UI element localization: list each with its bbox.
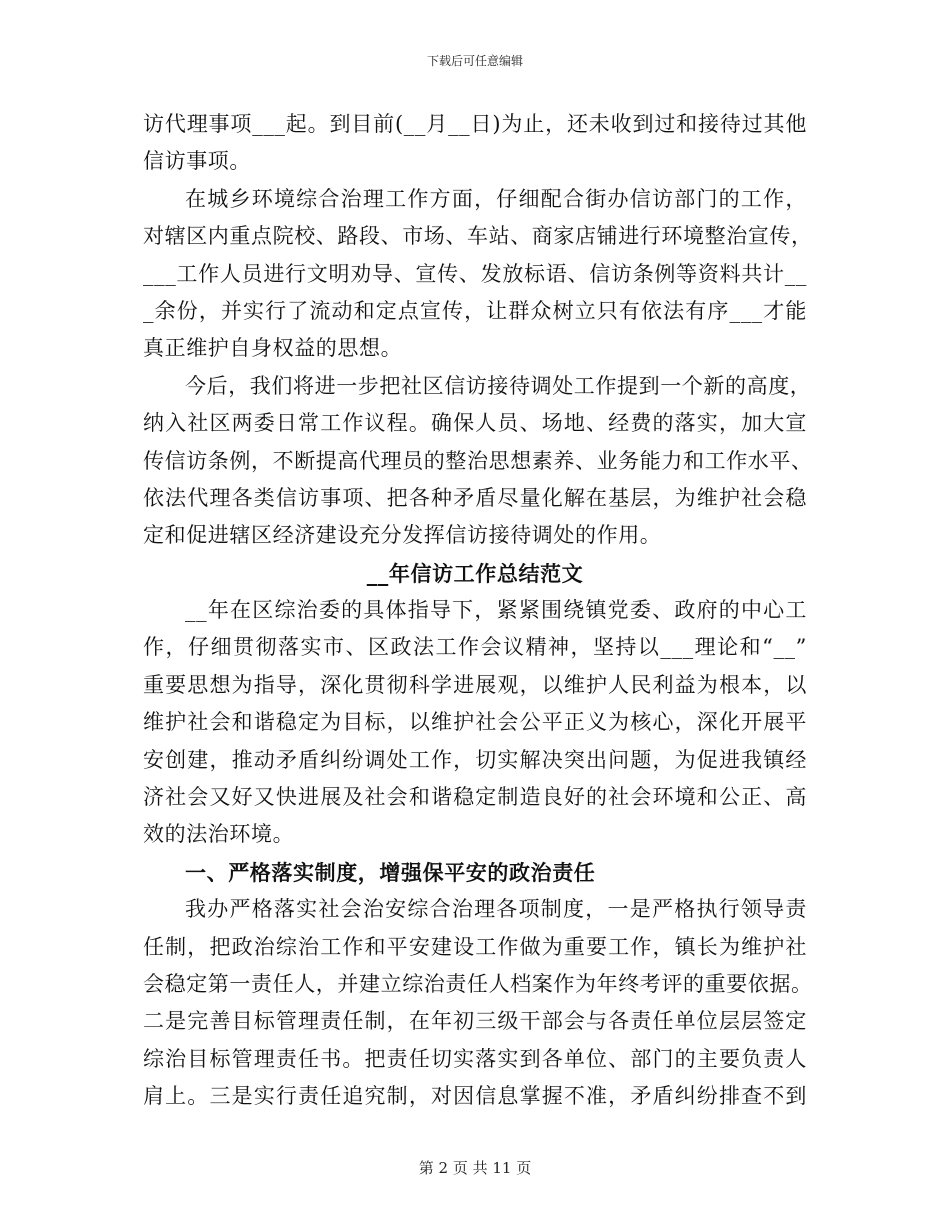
body-line: 重要思想为指导，深化贯彻科学进展观，以维护人民利益为根本，以 bbox=[143, 672, 807, 697]
body-line: 定和促进辖区经济建设充分发挥信访接待调处的作用。 bbox=[143, 523, 662, 548]
body-line: _余份，并实行了流动和定点宣传，让群众树立只有依法有序___才能 bbox=[143, 298, 807, 323]
page-header-note: 下载后可任意编辑 bbox=[426, 54, 523, 68]
body-line: 会稳定第一责任人，并建立综治责任人档案作为年终考评的重要依据。 bbox=[143, 971, 813, 996]
page-footer-number: 第 2 页 共 11 页 bbox=[418, 1159, 532, 1177]
body-line: 依法代理各类信访事项、把各种矛盾尽量化解在基层，为维护社会稳 bbox=[143, 485, 807, 510]
body-line: 今后，我们将进一步把社区信访接待调处工作提到一个新的高度， bbox=[185, 373, 812, 398]
body-line: 肩上。三是实行责任追究制，对因信息掌握不准，矛盾纠纷排查不到 bbox=[143, 1084, 807, 1109]
body-line: 真正维护自身权益的思想。 bbox=[143, 336, 403, 361]
subsection-heading: 一、严格落实制度，增强保平安的政治责任 bbox=[185, 859, 596, 885]
body-line: 我办严格落实社会治安综合治理各项制度，一是严格执行领导责 bbox=[185, 897, 807, 922]
body-line: 传信访条例，不断提高代理员的整治思想素养、业务能力和工作水平、 bbox=[143, 448, 813, 473]
document-body bbox=[143, 106, 813, 1116]
body-line: 济社会又好又快进展及社会和谐稳定制造良好的社会环境和公正、高 bbox=[143, 785, 807, 810]
body-line: 访代理事项___起。到目前(__月__日)为止，还未收到过和接待过其他 bbox=[143, 112, 807, 136]
body-line: 维护社会和谐稳定为目标，以维护社会公平正义为核心，深化开展平 bbox=[143, 710, 807, 735]
body-line: 作，仔细贯彻落实市、区政法工作会议精神，坚持以___理论和“__” bbox=[143, 635, 807, 660]
body-line: 综治目标管理责任书。把责任切实落实到各单位、部门的主要负责人 bbox=[143, 1046, 807, 1071]
body-line: 二是完善目标管理责任制，在年初三级干部会与各责任单位层层签定 bbox=[143, 1009, 807, 1034]
body-line: ___工作人员进行文明劝导、宣传、发放标语、信访条例等资料共计__ bbox=[143, 261, 807, 286]
body-line: __年在区综治委的具体指导下，紧紧围绕镇党委、政府的中心工 bbox=[185, 598, 807, 623]
section-title: __年信访工作总结范文 bbox=[366, 560, 584, 586]
body-line: 纳入社区两委日常工作议程。确保人员、场地、经费的落实，加大宣 bbox=[143, 411, 807, 436]
body-line: 对辖区内重点院校、路段、市场、车站、商家店铺进行环境整治宣传， bbox=[143, 224, 813, 249]
body-line: 任制，把政治综治工作和平安建设工作做为重要工作，镇长为维护社 bbox=[143, 934, 807, 959]
body-line: 信访事项。 bbox=[143, 149, 251, 174]
body-line: 安创建，推动矛盾纠纷调处工作，切实解决突出问题，为促进我镇经 bbox=[143, 747, 807, 772]
body-line: 效的法治环境。 bbox=[143, 822, 295, 847]
body-line: 在城乡环境综合治理工作方面，仔细配合街办信访部门的工作， bbox=[185, 186, 807, 211]
